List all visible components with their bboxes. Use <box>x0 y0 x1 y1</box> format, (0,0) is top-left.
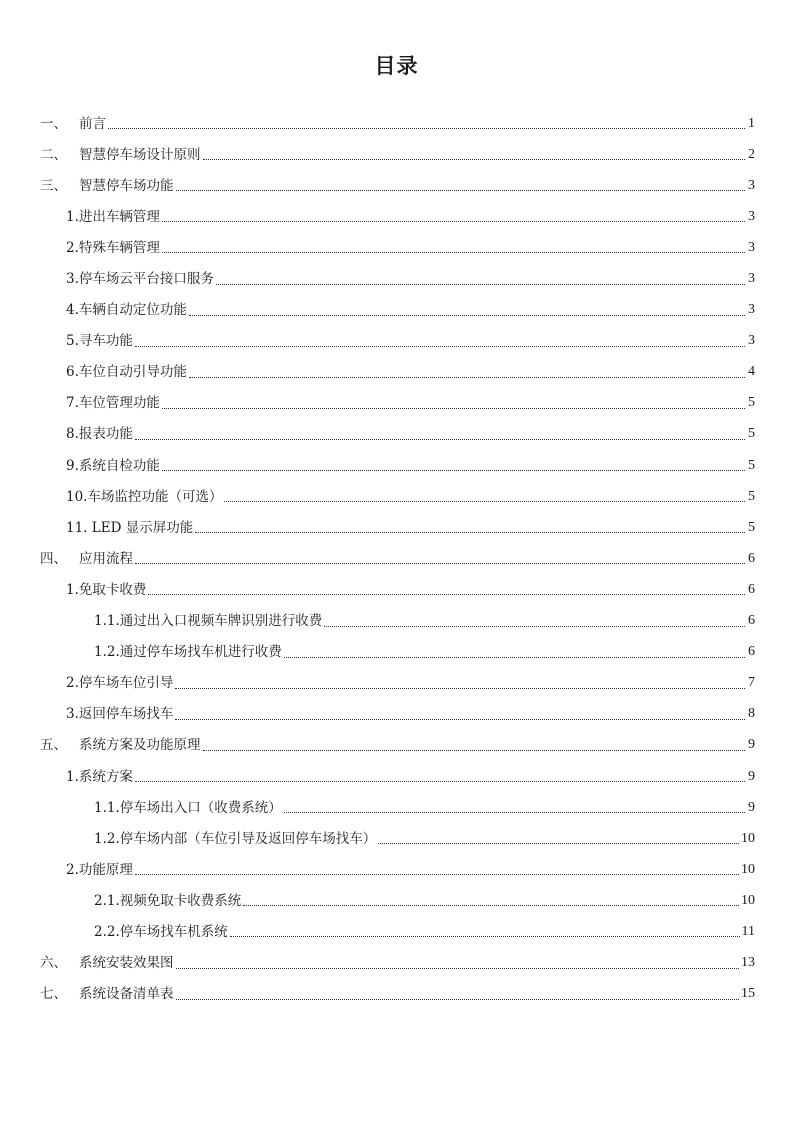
toc-entry-label: 特殊车辆管理 <box>78 239 160 256</box>
toc-entry-label: 车辆自动定位功能 <box>78 302 187 319</box>
toc-entry-page-number: 8 <box>748 706 755 722</box>
toc-entry-level-2[interactable] <box>0 512 793 543</box>
toc-entry-label: 视频免取卡收费系统 <box>119 892 242 909</box>
toc-entry-level-1[interactable] <box>0 543 793 574</box>
toc-entry-level-1[interactable] <box>0 139 793 170</box>
toc-entry-page-number: 6 <box>748 581 755 597</box>
toc-dot-leader <box>176 999 740 1000</box>
toc-entry-label: 报表功能 <box>78 426 133 443</box>
toc-entry-number: 1.2. <box>94 830 120 847</box>
toc-dot-leader <box>189 315 745 316</box>
toc-entry-label: 系统方案 <box>78 768 133 785</box>
toc-dot-leader <box>243 905 739 906</box>
toc-entry-page-number: 3 <box>748 271 755 287</box>
toc-dot-leader <box>284 657 745 658</box>
toc-entry-label: 系统设备清单表 <box>79 986 174 1003</box>
toc-dot-leader <box>175 688 745 689</box>
toc-entry-page-number: 6 <box>748 613 755 629</box>
toc-dot-leader <box>162 252 745 253</box>
toc-entry-page-number: 3 <box>748 239 755 255</box>
toc-entry-level-1[interactable] <box>0 108 793 139</box>
toc-entry-level-2[interactable] <box>0 668 793 699</box>
toc-entry-level-2[interactable] <box>0 699 793 730</box>
toc-entry-level-1[interactable] <box>0 170 793 201</box>
toc-dot-leader <box>135 781 745 782</box>
toc-dot-leader <box>135 346 745 347</box>
table-of-contents <box>0 108 793 1010</box>
toc-entry-number: 2. <box>66 675 79 692</box>
toc-entry-page-number: 10 <box>741 861 755 877</box>
toc-entry-number: 10. <box>66 488 88 505</box>
toc-entry-label: 车位自动引导功能 <box>78 364 187 381</box>
toc-entry-page-number: 1 <box>748 115 755 131</box>
toc-entry-label: 智慧停车场设计原则 <box>79 146 201 163</box>
toc-entry-level-3[interactable] <box>0 792 793 823</box>
toc-dot-leader <box>203 159 746 160</box>
toc-entry-level-2[interactable] <box>0 357 793 388</box>
toc-dot-leader <box>135 874 739 875</box>
toc-dot-leader <box>284 812 745 813</box>
toc-dot-leader <box>135 563 745 564</box>
toc-entry-level-2[interactable] <box>0 232 793 263</box>
toc-entry-number: 1. <box>66 208 79 225</box>
toc-entry-label: 应用流程 <box>79 550 133 567</box>
toc-dot-leader <box>176 968 740 969</box>
toc-dot-leader <box>378 843 739 844</box>
toc-entry-level-2[interactable] <box>0 295 793 326</box>
toc-entry-label: 停车场找车机系统 <box>119 923 228 940</box>
toc-entry-number: 4. <box>66 302 79 319</box>
toc-entry-number: 11. <box>66 519 92 536</box>
toc-entry-level-3[interactable] <box>0 637 793 668</box>
toc-dot-leader <box>230 936 740 937</box>
toc-entry-page-number: 10 <box>741 830 755 846</box>
toc-entry-page-number: 9 <box>748 799 755 815</box>
toc-entry-level-2[interactable] <box>0 326 793 357</box>
toc-dot-leader <box>224 501 745 502</box>
toc-entry-number: 1.1. <box>94 799 120 816</box>
toc-entry-number: 一、 <box>40 115 67 132</box>
toc-entry-level-3[interactable] <box>0 823 793 854</box>
toc-entry-number: 2.1. <box>94 892 120 909</box>
toc-dot-leader <box>162 408 745 409</box>
toc-entry-number: 2. <box>66 239 79 256</box>
toc-entry-level-1[interactable] <box>0 979 793 1010</box>
toc-entry-label: 进出车辆管理 <box>78 208 160 225</box>
toc-entry-level-3[interactable] <box>0 606 793 637</box>
toc-entry-label: 智慧停车场功能 <box>79 177 174 194</box>
toc-entry-page-number: 6 <box>748 550 755 566</box>
toc-entry-label: 停车场出入口（收费系统） <box>119 799 282 816</box>
toc-dot-leader <box>108 128 745 129</box>
toc-entry-number: 三、 <box>40 177 67 194</box>
toc-entry-label: 停车场车位引导 <box>78 675 174 692</box>
toc-entry-level-2[interactable] <box>0 263 793 294</box>
toc-dot-leader <box>189 377 745 378</box>
toc-entry-number: 8. <box>66 426 79 443</box>
toc-dot-leader <box>216 284 745 285</box>
toc-dot-leader <box>162 221 745 222</box>
page-title: 目录 <box>374 54 419 78</box>
toc-entry-page-number: 5 <box>748 426 755 442</box>
toc-entry-level-3[interactable] <box>0 885 793 916</box>
toc-entry-level-2[interactable] <box>0 419 793 450</box>
toc-entry-number: 2.2. <box>94 923 120 940</box>
toc-dot-leader <box>162 470 745 471</box>
toc-entry-label: LED 显示屏功能 <box>91 519 194 536</box>
toc-entry-page-number: 2 <box>748 146 755 162</box>
toc-entry-number: 5. <box>66 333 79 350</box>
toc-entry-label: 前言 <box>79 115 106 132</box>
toc-entry-page-number: 5 <box>748 488 755 504</box>
toc-entry-level-1[interactable] <box>0 730 793 761</box>
toc-entry-label: 返回停车场找车 <box>78 706 174 723</box>
toc-entry-level-1[interactable] <box>0 948 793 979</box>
toc-entry-number: 1. <box>66 581 79 598</box>
toc-entry-number: 五、 <box>40 737 67 754</box>
toc-dot-leader <box>203 750 746 751</box>
toc-entry-number: 6. <box>66 364 79 381</box>
toc-entry-label: 通过出入口视频车牌识别进行收费 <box>119 613 323 630</box>
toc-entry-label: 功能原理 <box>78 861 133 878</box>
toc-dot-leader <box>176 190 746 191</box>
toc-entry-level-2[interactable] <box>0 450 793 481</box>
toc-entry-label: 寻车功能 <box>78 333 133 350</box>
toc-entry-page-number: 15 <box>741 986 755 1002</box>
toc-entry-level-2[interactable] <box>0 761 793 792</box>
toc-entry-level-2[interactable] <box>0 481 793 512</box>
toc-entry-page-number: 5 <box>748 395 755 411</box>
toc-entry-page-number: 7 <box>748 675 755 691</box>
toc-entry-page-number: 9 <box>748 737 755 753</box>
toc-entry-number: 1. <box>66 768 79 785</box>
toc-entry-number: 9. <box>66 457 79 474</box>
toc-entry-level-2[interactable] <box>0 854 793 885</box>
toc-entry-number: 二、 <box>40 146 67 163</box>
toc-entry-page-number: 9 <box>748 768 755 784</box>
toc-entry-number: 2. <box>66 861 79 878</box>
toc-entry-label: 车位管理功能 <box>78 395 160 412</box>
toc-entry-label: 停车场内部（车位引导及返回停车场找车） <box>119 830 377 847</box>
toc-entry-label: 系统自检功能 <box>78 457 160 474</box>
toc-entry-level-2[interactable] <box>0 574 793 605</box>
toc-dot-leader <box>175 719 745 720</box>
toc-entry-page-number: 3 <box>748 208 755 224</box>
toc-entry-number: 3. <box>66 706 79 723</box>
toc-entry-label: 系统安装效果图 <box>79 955 174 972</box>
toc-entry-level-2[interactable] <box>0 201 793 232</box>
toc-entry-label: 车场监控功能（可选） <box>87 488 223 505</box>
toc-entry-page-number: 3 <box>748 302 755 318</box>
toc-entry-page-number: 5 <box>748 519 755 535</box>
toc-entry-label: 通过停车场找车机进行收费 <box>119 644 282 661</box>
toc-entry-page-number: 13 <box>741 955 755 971</box>
toc-entry-page-number: 4 <box>748 364 755 380</box>
toc-entry-number: 四、 <box>40 550 67 567</box>
toc-entry-number: 7. <box>66 395 79 412</box>
toc-entry-page-number: 5 <box>748 457 755 473</box>
toc-entry-page-number: 3 <box>748 333 755 349</box>
toc-entry-page-number: 11 <box>741 923 755 939</box>
toc-entry-number: 1.2. <box>94 644 120 661</box>
toc-dot-leader <box>324 626 745 627</box>
toc-entry-label: 停车场云平台接口服务 <box>78 271 214 288</box>
toc-dot-leader <box>135 439 745 440</box>
toc-entry-number: 1.1. <box>94 613 120 630</box>
toc-entry-page-number: 6 <box>748 644 755 660</box>
toc-dot-leader <box>148 594 745 595</box>
toc-entry-number: 七、 <box>40 986 67 1003</box>
toc-entry-level-3[interactable] <box>0 916 793 947</box>
toc-entry-level-2[interactable] <box>0 388 793 419</box>
toc-entry-page-number: 3 <box>748 177 755 193</box>
toc-entry-label: 免取卡收费 <box>78 581 147 598</box>
toc-entry-label: 系统方案及功能原理 <box>79 737 201 754</box>
toc-dot-leader <box>195 532 745 533</box>
toc-entry-page-number: 10 <box>741 892 755 908</box>
toc-entry-number: 3. <box>66 271 79 288</box>
toc-entry-number: 六、 <box>40 955 67 972</box>
